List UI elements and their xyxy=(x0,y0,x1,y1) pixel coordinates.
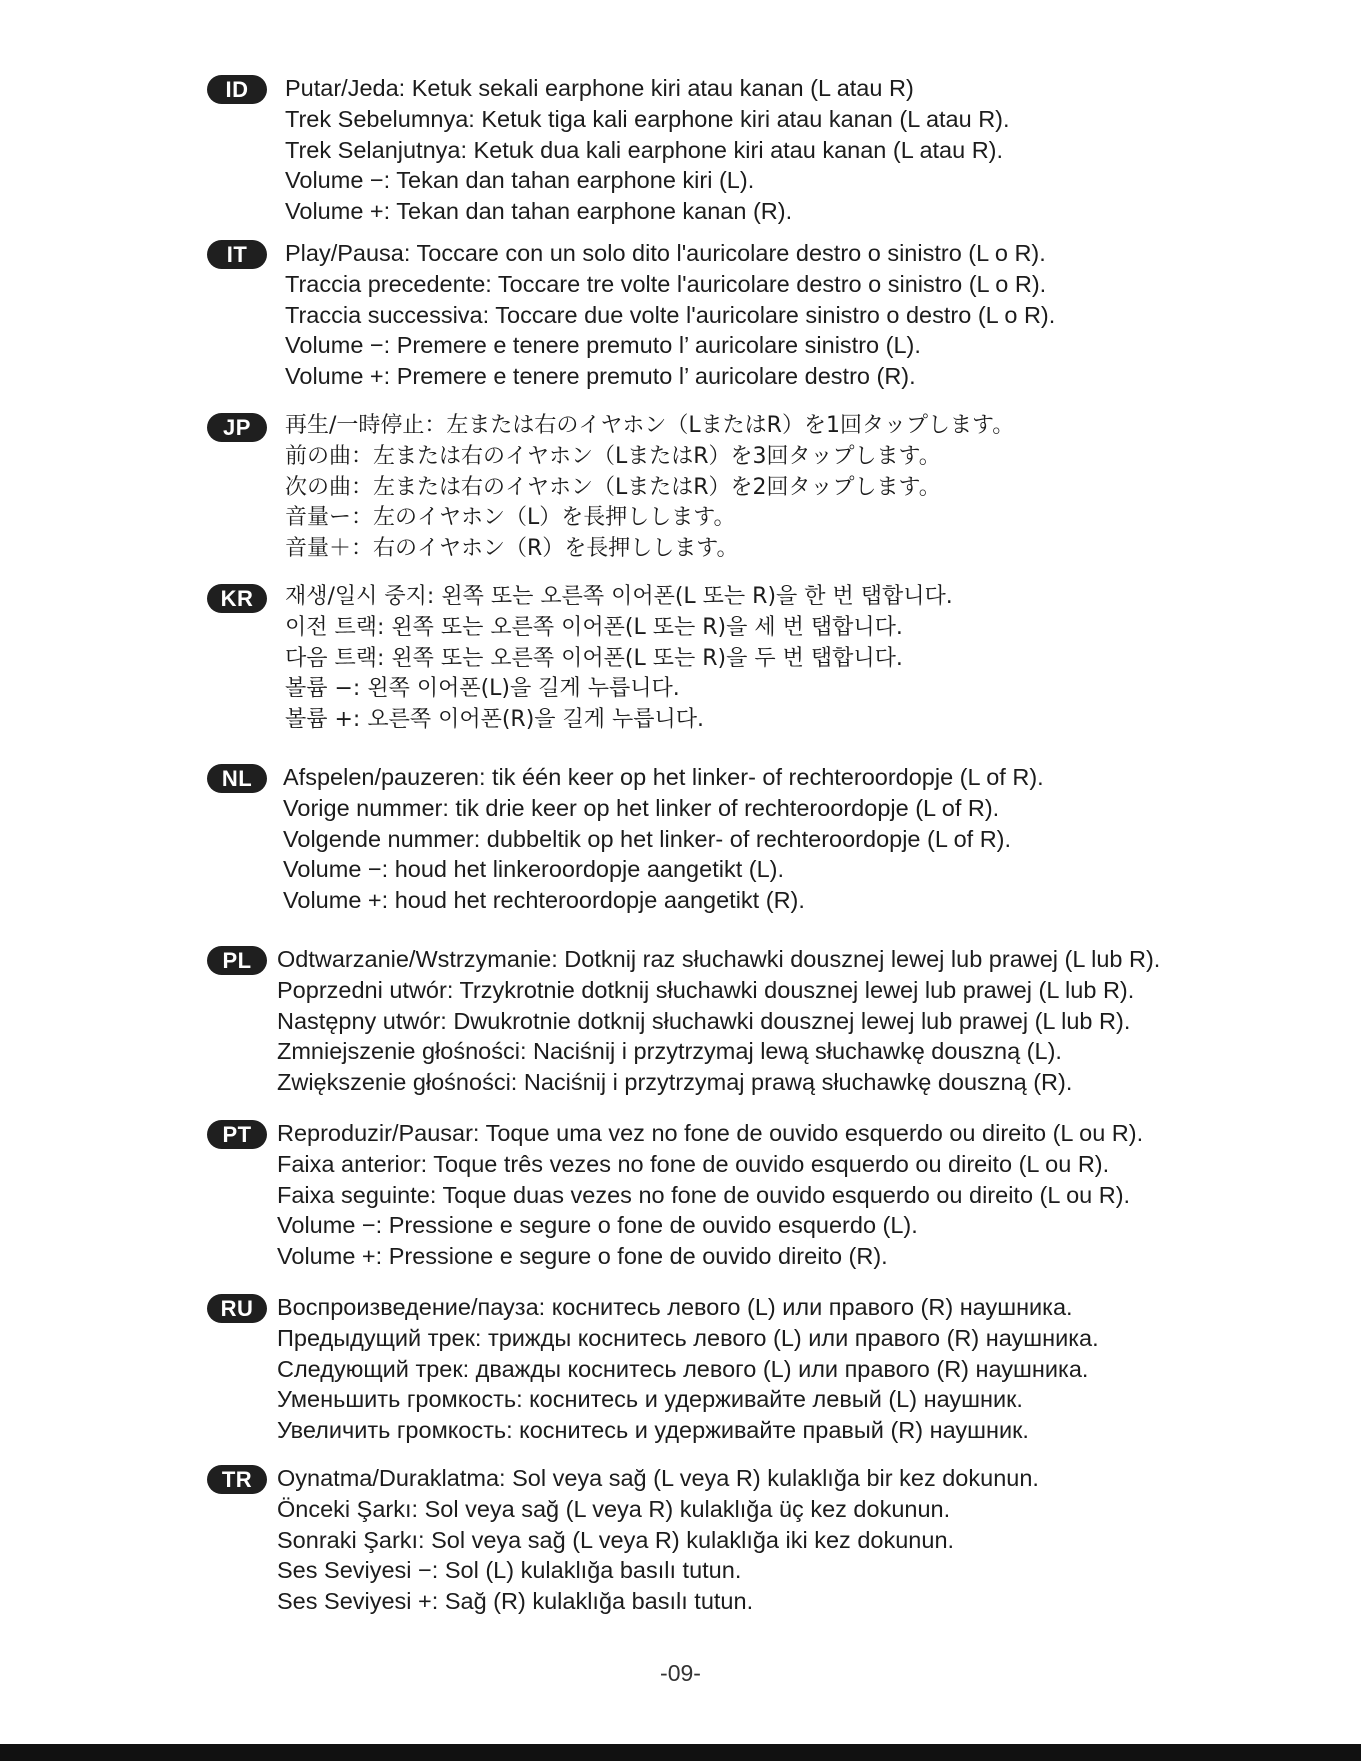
instruction-line: Уменьшить громкость: коснитесь и удерживайте левый (L) наушник. xyxy=(277,1386,1023,1413)
instruction-line: Następny utwór: Dwukrotnie dotknij słuchawki dousznej lewej lub prawej (L lub R). xyxy=(277,1007,1131,1034)
instruction-list xyxy=(285,411,1014,565)
instruction-line: 音量＋：右のイヤホン（R）を長押しします。 xyxy=(285,536,739,562)
instruction-line: Воспроизведение/пауза: коснитесь левого (L) или правого (R) наушника. xyxy=(277,1294,1073,1320)
instruction-line: Trek Sebelumnya: Ketuk tiga kali earphone kiri atau kanan (L atau R). xyxy=(285,105,1010,132)
instruction-line: Volume −: Pressione e segure o fone de ouvido esquerdo (L). xyxy=(277,1212,918,1239)
instruction-line: Oynatma/Duraklatma: Sol veya sağ (L veya R) kulaklığa bir kez dokunun. xyxy=(277,1465,1039,1491)
instruction-line: Trek Selanjutnya: Ketuk dua kali earphone kiri atau kanan (L atau R). xyxy=(285,136,1004,163)
language-badge: RU xyxy=(207,1294,267,1323)
instruction-line: Faixa seguinte: Toque duas vezes no fone de ouvido esquerdo ou direito (L ou R). xyxy=(277,1181,1131,1208)
instruction-line: Volume +: houd het rechteroordopje aangetikt (R). xyxy=(283,887,805,914)
instruction-line: Volume −: houd het linkeroordopje aangetikt (L). xyxy=(283,856,785,883)
instruction-line: Увеличить громкость: коснитесь и удерживайте правый (R) наушник. xyxy=(277,1417,1029,1444)
instruction-line: Ses Seviyesi −: Sol (L) kulaklığa basılı tutun. xyxy=(277,1557,742,1584)
instruction-line: 볼륨 +: 오른쪽 이어폰(R)을 길게 누릅니다. xyxy=(285,707,705,733)
instruction-line: Traccia successiva: Toccare due volte l'auricolare sinistro o destro (L o R). xyxy=(285,301,1056,328)
instruction-line: 재생/일시 중지: 왼쪽 또는 오른쪽 이어폰(L 또는 R)을 한 번 탭합니다. xyxy=(285,584,953,609)
instruction-line: Предыдущий трек: трижды коснитесь левого (L) или правого (R) наушника. xyxy=(277,1324,1099,1351)
language-badge: KR xyxy=(207,584,267,613)
instruction-line: Следующий трек: дважды коснитесь левого (L) или правого (R) наушника. xyxy=(277,1355,1089,1382)
instruction-line: Traccia precedente: Toccare tre volte l'auricolare destro o sinistro (L o R). xyxy=(285,270,1047,297)
instruction-list xyxy=(283,762,1044,916)
instruction-line: Faixa anterior: Toque três vezes no fone de ouvido esquerdo ou direito (L ou R). xyxy=(277,1150,1110,1177)
instruction-list xyxy=(277,1292,1099,1446)
instruction-line: Play/Pausa: Toccare con un solo dito l'auricolare destro o sinistro (L o R). xyxy=(285,240,1046,266)
instruction-line: Zwiększenie głośności: Naciśnij i przytrzymaj prawą słuchawkę douszną (R). xyxy=(277,1069,1073,1096)
instruction-list xyxy=(285,582,953,736)
instruction-line: Reproduzir/Pausar: Toque uma vez no fone de ouvido esquerdo ou direito (L ou R). xyxy=(277,1120,1144,1146)
instruction-line: Volume −: Tekan dan tahan earphone kiri (L). xyxy=(285,167,755,194)
instruction-line: 音量ー：左のイヤホン（L）を長押しします。 xyxy=(285,505,736,531)
language-badge: PL xyxy=(207,946,267,975)
instruction-line: 다음 트랙: 왼쪽 또는 오른쪽 이어폰(L 또는 R)을 두 번 탭합니다. xyxy=(285,645,903,671)
instruction-line: Poprzedni utwór: Trzykrotnie dotknij słuchawki dousznej lewej lub prawej (L lub R). xyxy=(277,976,1135,1003)
language-badge: ID xyxy=(207,75,267,104)
instruction-list xyxy=(277,944,1160,1098)
instruction-list xyxy=(277,1463,1039,1617)
instruction-line: 次の曲：左または右のイヤホン（LまたはR）を2回タップします。 xyxy=(285,474,941,500)
instruction-line: Ses Seviyesi +: Sağ (R) kulaklığa basılı tutun. xyxy=(277,1588,754,1615)
language-badge: IT xyxy=(207,240,267,269)
instruction-line: Vorige nummer: tik drie keer op het linker of rechteroordopje (L of R). xyxy=(283,794,1000,821)
instruction-line: 再生/一時停止：左または右のイヤホン（LまたはR）を1回タップします。 xyxy=(285,413,1015,438)
language-badge: TR xyxy=(207,1465,267,1494)
language-badge: JP xyxy=(207,413,267,442)
instruction-line: Putar/Jeda: Ketuk sekali earphone kiri atau kanan (L atau R) xyxy=(285,75,914,101)
instruction-line: Sonraki Şarkı: Sol veya sağ (L veya R) kulaklığa iki kez dokunun. xyxy=(277,1526,955,1553)
instruction-line: 이전 트랙: 왼쪽 또는 오른쪽 이어폰(L 또는 R)을 세 번 탭합니다. xyxy=(285,614,903,640)
page-number: -09- xyxy=(660,1660,701,1686)
instruction-line: Zmniejszenie głośności: Naciśnij i przytrzymaj lewą słuchawkę douszną (L). xyxy=(277,1038,1062,1065)
instruction-line: Önceki Şarkı: Sol veya sağ (L veya R) kulaklığa üç kez dokunun. xyxy=(277,1495,951,1522)
instruction-line: Afspelen/pauzeren: tik één keer op het linker- of rechteroordopje (L of R). xyxy=(283,764,1044,790)
instruction-line: Odtwarzanie/Wstrzymanie: Dotknij raz słuchawki dousznej lewej lub prawej (L lub R). xyxy=(277,946,1161,972)
instruction-list xyxy=(285,238,1055,392)
bottom-border xyxy=(0,1744,1361,1761)
instruction-list xyxy=(285,73,1010,227)
instruction-line: Volume +: Tekan dan tahan earphone kanan (R). xyxy=(285,198,793,225)
instruction-line: 볼륨 −: 왼쪽 이어폰(L)을 길게 누릅니다. xyxy=(285,676,680,702)
language-badge: PT xyxy=(207,1120,267,1149)
instruction-line: Volume +: Pressione e segure o fone de ouvido direito (R). xyxy=(277,1243,888,1270)
language-badge: NL xyxy=(207,764,267,793)
instruction-line: Volume +: Premere e tenere premuto l’ auricolare destro (R). xyxy=(285,363,916,390)
instruction-list xyxy=(277,1118,1143,1272)
instruction-line: Volume −: Premere e tenere premuto l’ auricolare sinistro (L). xyxy=(285,332,921,359)
instruction-line: Volgende nummer: dubbeltik op het linker- of rechteroordopje (L of R). xyxy=(283,825,1012,852)
instruction-line: 前の曲：左または右のイヤホン（LまたはR）を3回タップします。 xyxy=(285,443,941,469)
